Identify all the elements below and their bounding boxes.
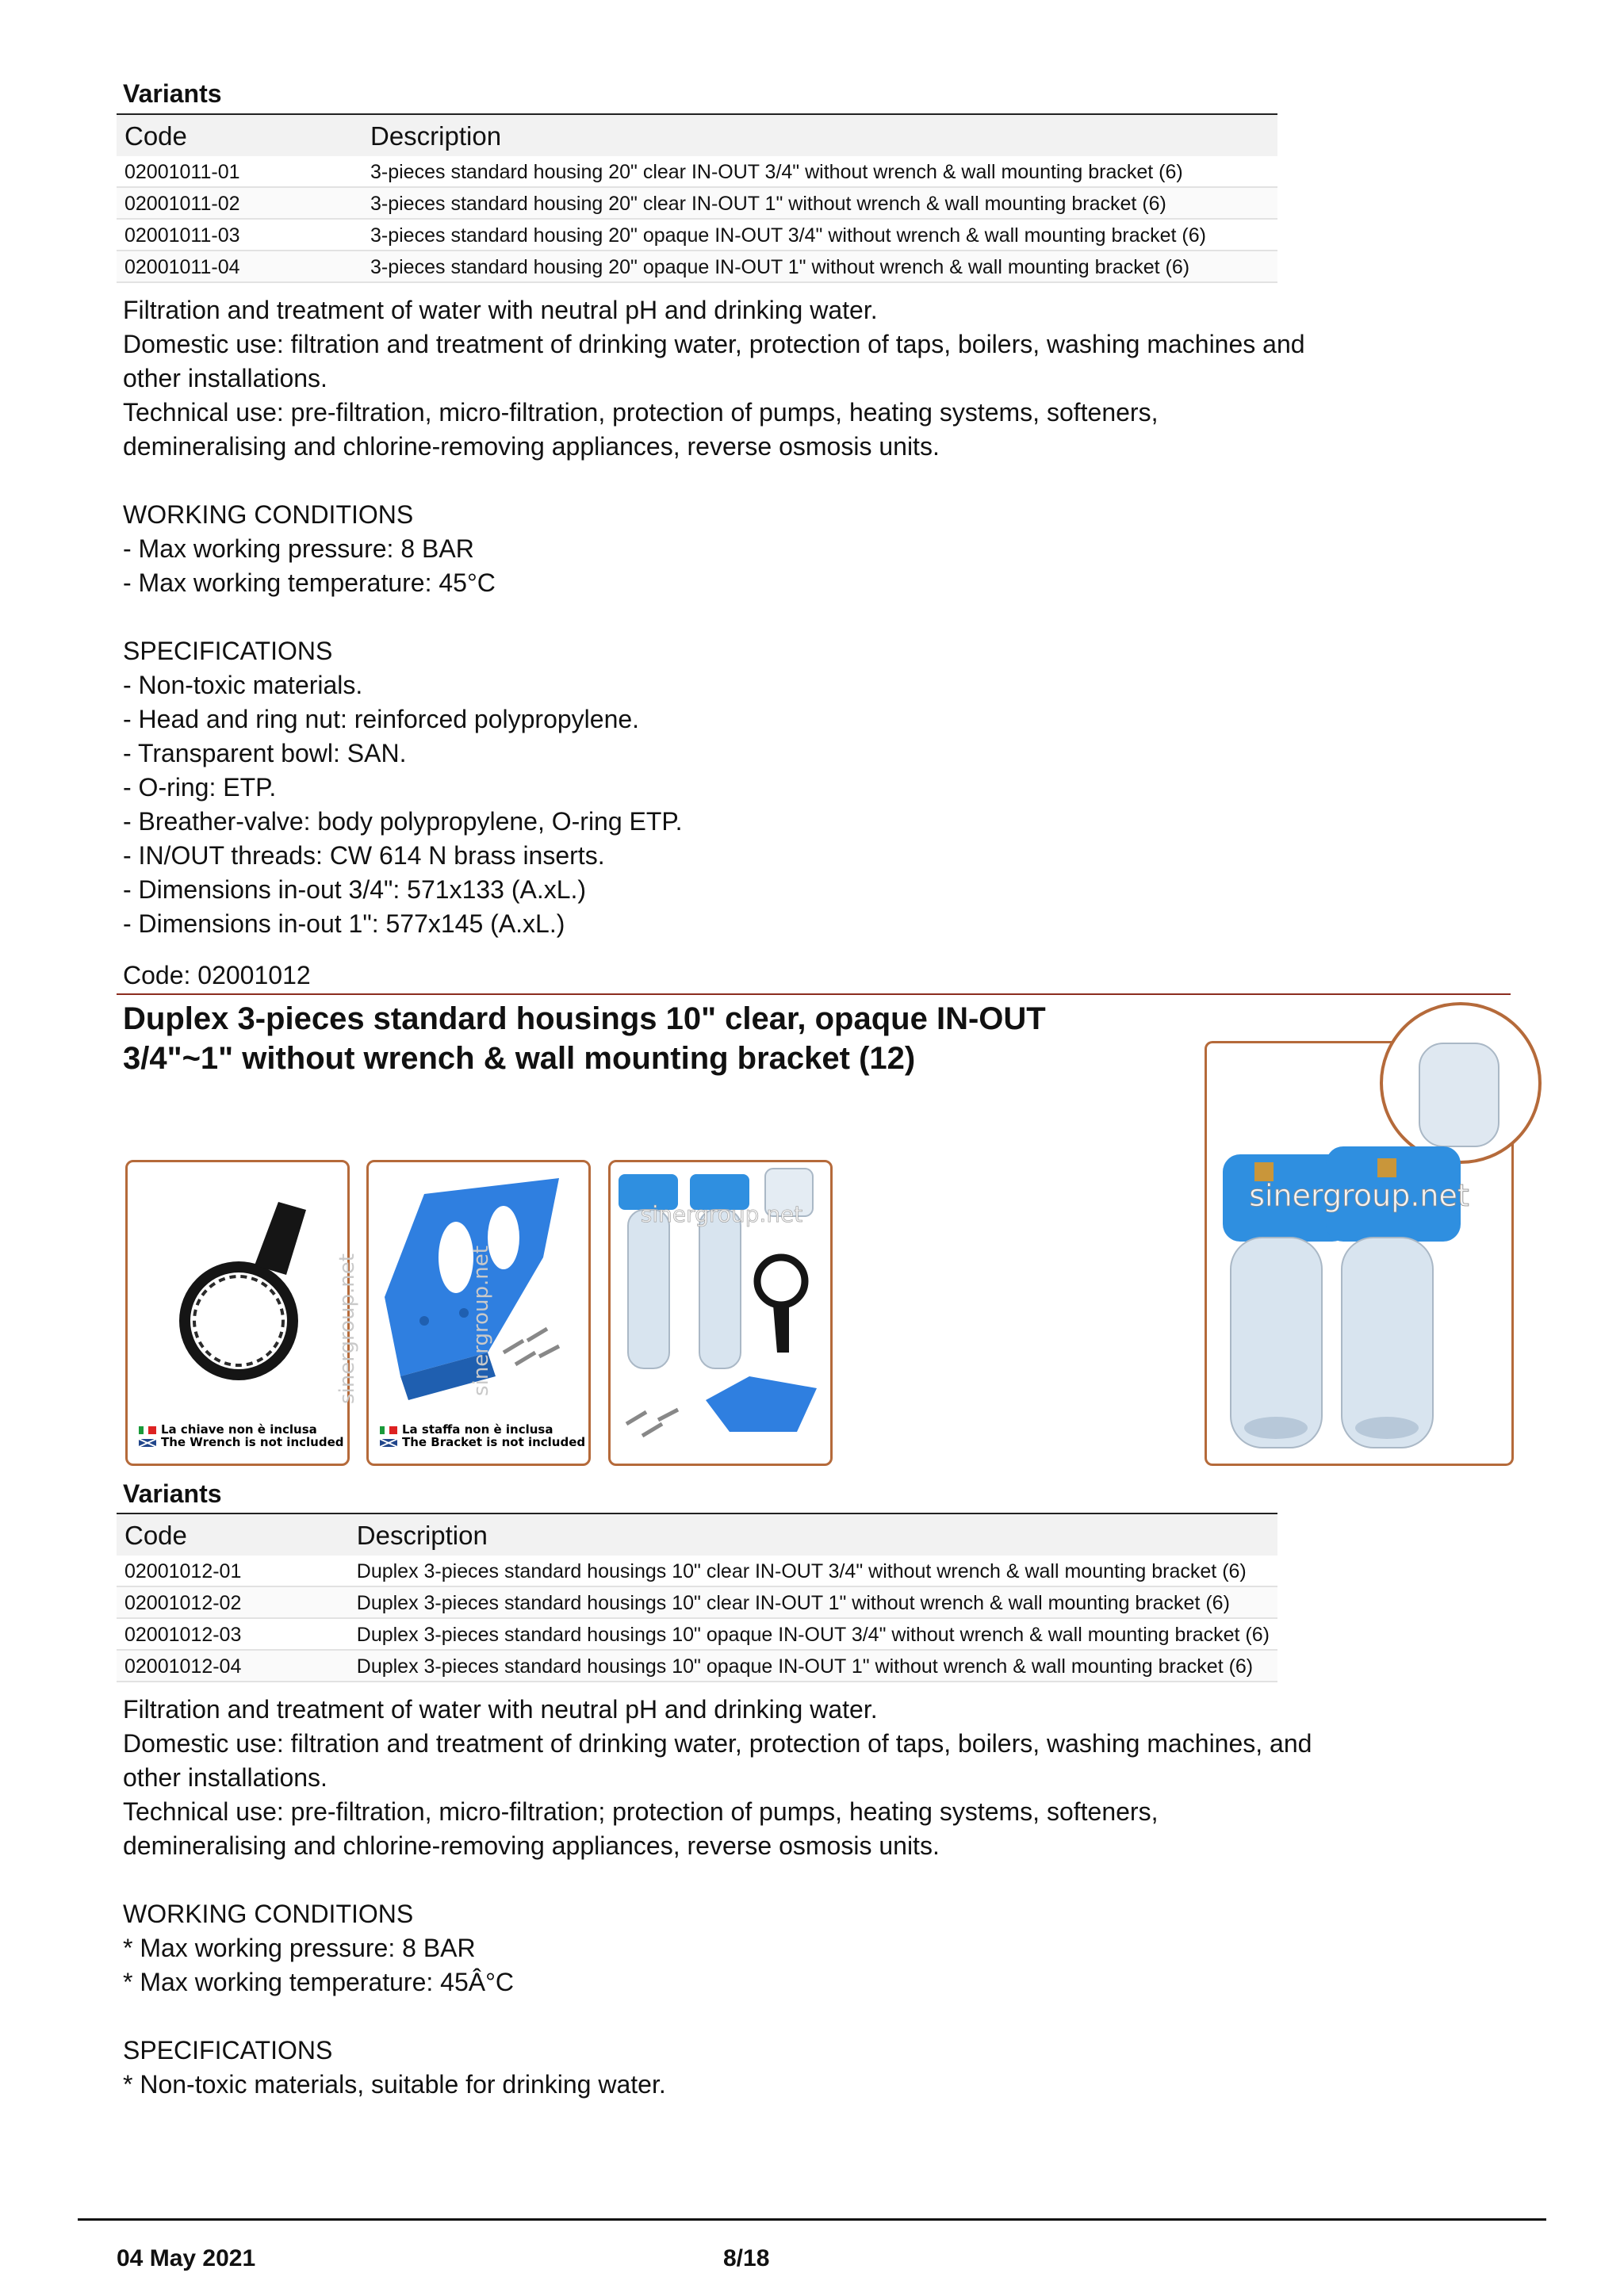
row-description: 3-pieces standard housing 20" opaque IN-OUT 1" without wrench & wall mounting bracket (6) bbox=[362, 251, 1277, 282]
watermark-text: sinergroup.net bbox=[469, 1246, 493, 1396]
watermark-text: sinergroup.net bbox=[335, 1253, 359, 1404]
table-header-row bbox=[117, 114, 1277, 156]
desc-line: - Dimensions in-out 3/4": 571x133 (A.xL.) bbox=[123, 875, 587, 904]
desc-line: Technical use: pre-filtration, micro-filtration; protection of pumps, heating systems, softeners, bbox=[123, 1797, 1159, 1826]
desc-line: Domestic use: filtration and treatment of drinking water, protection of taps, boilers, washing machines, and bbox=[123, 1729, 1312, 1758]
row-description: 3-pieces standard housing 20" opaque IN-OUT 3/4" without wrench & wall mounting bracket (6) bbox=[362, 219, 1277, 251]
desc-line: * Max working pressure: 8 BAR bbox=[123, 1934, 476, 1962]
row-description: Duplex 3-pieces standard housings 10" opaque IN-OUT 3/4" without wrench & wall mounting bracket (6) bbox=[349, 1618, 1277, 1650]
desc-line: Filtration and treatment of water with neutral pH and drinking water. bbox=[123, 1695, 878, 1724]
desc-line bbox=[123, 1999, 1590, 2034]
caption-italian: La chiave non è inclusa bbox=[161, 1422, 317, 1437]
table-row bbox=[117, 1650, 1277, 1682]
desc-line: - Max working temperature: 45°C bbox=[123, 568, 496, 597]
desc-line: - Max working pressure: 8 BAR bbox=[123, 534, 474, 563]
variants-table bbox=[117, 1513, 1277, 1682]
section-divider bbox=[117, 993, 1511, 995]
desc-line: - Breather-valve: body polypropylene, O-ring ETP. bbox=[123, 807, 683, 836]
desc-line: demineralising and chlorine-removing appliances, reverse osmosis units. bbox=[123, 432, 940, 461]
row-code: 02001012-01 bbox=[117, 1556, 349, 1586]
desc-line: - Dimensions in-out 1": 577x145 (A.xL.) bbox=[123, 909, 565, 938]
table-row bbox=[117, 1618, 1277, 1650]
wrench-icon bbox=[128, 1162, 359, 1464]
thumbnail-kit[interactable] bbox=[608, 1160, 833, 1466]
row-description: Duplex 3-pieces standard housings 10" opaque IN-OUT 1" without wrench & wall mounting bracket (6) bbox=[349, 1650, 1277, 1682]
column-header-code: Code bbox=[117, 1513, 349, 1556]
column-header-description: Description bbox=[362, 114, 1277, 156]
product-title-line: 3/4"~1" without wrench & wall mounting bracket (12) bbox=[123, 1041, 916, 1076]
desc-line: SPECIFICATIONS bbox=[123, 637, 333, 665]
desc-line: - Head and ring nut: reinforced polypropylene. bbox=[123, 705, 640, 733]
desc-line: WORKING CONDITIONS bbox=[123, 500, 414, 529]
desc-line: other installations. bbox=[123, 1763, 327, 1792]
desc-line: - Transparent bowl: SAN. bbox=[123, 739, 407, 767]
row-code: 02001011-03 bbox=[117, 219, 362, 251]
product-description bbox=[123, 1693, 1590, 2102]
row-code: 02001012-04 bbox=[117, 1650, 349, 1682]
table-header-row bbox=[117, 1513, 1277, 1556]
product-title bbox=[123, 999, 1154, 1078]
variants-table bbox=[117, 113, 1277, 283]
desc-line: - IN/OUT threads: CW 614 N brass inserts. bbox=[123, 841, 605, 870]
product-code: Code: 02001012 bbox=[123, 961, 311, 989]
page-number: 8/18 bbox=[723, 2245, 770, 2271]
desc-line: - O-ring: ETP. bbox=[123, 773, 277, 802]
desc-line: * Max working temperature: 45Â°C bbox=[123, 1968, 514, 1996]
watermark-text: sinergroup.net bbox=[640, 1201, 803, 1227]
desc-line: other installations. bbox=[123, 364, 327, 392]
row-description: Duplex 3-pieces standard housings 10" clear IN-OUT 1" without wrench & wall mounting bracket (6) bbox=[349, 1586, 1277, 1618]
row-code: 02001011-02 bbox=[117, 187, 362, 219]
row-code: 02001012-02 bbox=[117, 1586, 349, 1618]
desc-line: demineralising and chlorine-removing appliances, reverse osmosis units. bbox=[123, 1831, 940, 1860]
row-description: 3-pieces standard housing 20" clear IN-OUT 3/4" without wrench & wall mounting bracket (6) bbox=[362, 156, 1277, 187]
caption-italian: La staffa non è inclusa bbox=[402, 1422, 553, 1437]
thumbnail-bracket[interactable] bbox=[366, 1160, 591, 1466]
caption-english: The Bracket is not included bbox=[402, 1435, 586, 1449]
desc-line bbox=[123, 464, 1590, 498]
desc-line: SPECIFICATIONS bbox=[123, 2036, 333, 2064]
main-product-image[interactable] bbox=[1205, 1041, 1514, 1466]
table-row bbox=[117, 251, 1277, 282]
column-header-description: Description bbox=[349, 1513, 1277, 1556]
footer-date: 04 May 2021 bbox=[117, 2245, 256, 2271]
bracket-icon bbox=[369, 1162, 588, 1464]
thumbnail-wrench[interactable] bbox=[125, 1160, 359, 1466]
row-description: 3-pieces standard housing 20" clear IN-OUT 1" without wrench & wall mounting bracket (6) bbox=[362, 187, 1277, 219]
row-code: 02001012-03 bbox=[117, 1618, 349, 1650]
row-code: 02001011-04 bbox=[117, 251, 362, 282]
watermark-text: sinergroup.net bbox=[1249, 1178, 1469, 1213]
row-code: 02001011-01 bbox=[117, 156, 362, 187]
desc-line: * Non-toxic materials, suitable for drinking water. bbox=[123, 2070, 666, 2099]
footer-divider bbox=[78, 2218, 1546, 2221]
table-row bbox=[117, 1586, 1277, 1618]
desc-line bbox=[123, 1863, 1590, 1897]
column-header-code: Code bbox=[117, 114, 362, 156]
product-title-line: Duplex 3-pieces standard housings 10" clear, opaque IN-OUT bbox=[123, 1001, 1046, 1036]
desc-line: WORKING CONDITIONS bbox=[123, 1900, 414, 1928]
table-row bbox=[117, 219, 1277, 251]
desc-line bbox=[123, 600, 1590, 634]
table-row bbox=[117, 156, 1277, 187]
caption-english: The Wrench is not included bbox=[161, 1435, 344, 1449]
product-description bbox=[123, 293, 1590, 941]
variants-heading: Variants bbox=[123, 79, 222, 108]
kit-icon bbox=[611, 1162, 830, 1464]
desc-line: Filtration and treatment of water with neutral pH and drinking water. bbox=[123, 296, 878, 324]
table-row bbox=[117, 187, 1277, 219]
row-description: Duplex 3-pieces standard housings 10" clear IN-OUT 3/4" without wrench & wall mounting bracket (6) bbox=[349, 1556, 1277, 1586]
variants-heading: Variants bbox=[123, 1479, 222, 1508]
duplex-housing-icon bbox=[1207, 1043, 1511, 1464]
table-row bbox=[117, 1556, 1277, 1586]
desc-line: Technical use: pre-filtration, micro-filtration, protection of pumps, heating systems, softeners, bbox=[123, 398, 1159, 427]
desc-line: Domestic use: filtration and treatment of drinking water, protection of taps, boilers, washing machines and bbox=[123, 330, 1305, 358]
desc-line: - Non-toxic materials. bbox=[123, 671, 363, 699]
